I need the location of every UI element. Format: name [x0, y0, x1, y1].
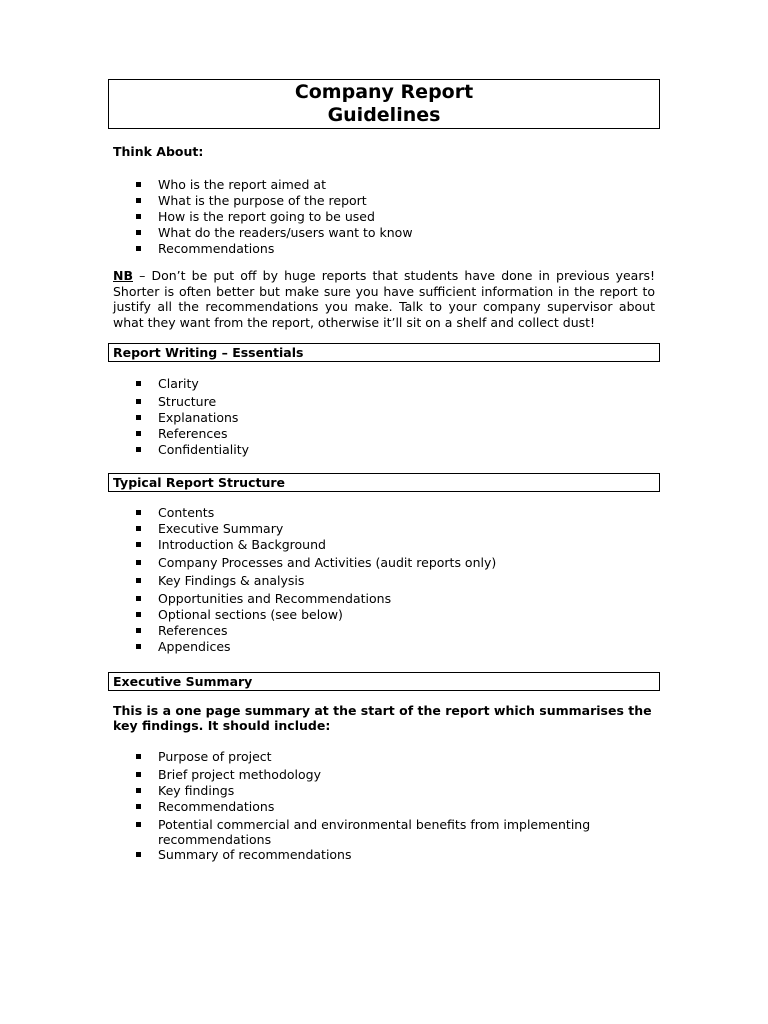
list-item: [130, 177, 413, 193]
list-item-text: Explanations: [158, 410, 239, 425]
bullet-icon: [136, 560, 141, 565]
list-item-text: Executive Summary: [158, 521, 284, 536]
list-item-text: How is the report going to be used: [158, 209, 375, 224]
list-item-text: Who is the report aimed at: [158, 177, 326, 192]
bullet-icon: [136, 214, 141, 219]
think-about-heading: Think About:: [113, 144, 204, 159]
list-item-text: What do the readers/users want to know: [158, 225, 413, 240]
list-item-text: References: [158, 426, 228, 441]
bullet-icon: [136, 644, 141, 649]
bullet-icon: [136, 822, 141, 827]
bullet-icon: [136, 852, 141, 857]
list-item: [130, 749, 618, 765]
bullet-icon: [136, 182, 141, 187]
bullet-icon: [136, 612, 141, 617]
list-item-text: References: [158, 623, 228, 638]
list-item: [130, 376, 249, 392]
list-item-text: Optional sections (see below): [158, 607, 343, 622]
list-item: [130, 442, 249, 458]
executive-intro: This is a one page summary at the start of the report which summarises the key findings. It should include:: [113, 703, 652, 733]
nb-label: NB: [113, 268, 133, 283]
list-item-text: Opportunities and Recommendations: [158, 591, 392, 606]
list-item: [130, 607, 496, 623]
list-item: [130, 537, 496, 553]
bullet-icon: [136, 415, 141, 420]
list-item-text: Key findings: [158, 783, 235, 798]
nb-paragraph: [113, 268, 655, 330]
list-item: [130, 193, 413, 209]
list-item-text: Introduction & Background: [158, 537, 326, 552]
list-item-text: Structure: [158, 394, 217, 409]
executive-heading: Executive Summary: [108, 672, 660, 691]
nb-text: – Don’t be put off by huge reports that students have done in previous years! Shorter is often better but make sure you have sufficient information in the report to justify all the recommendations you make. Talk to your company supervisor about what they want from the report, otherwise it’ll sit on a shelf and collect dust!: [113, 268, 655, 330]
bullet-icon: [136, 754, 141, 759]
list-item: [130, 394, 249, 410]
title-line-2: Guidelines: [327, 104, 441, 126]
list-item-text: Appendices: [158, 639, 231, 654]
list-item-text: Purpose of project: [158, 749, 272, 764]
list-item: [130, 505, 496, 521]
list-item: [130, 767, 618, 783]
structure-heading: Typical Report Structure: [108, 473, 660, 492]
list-item: [130, 209, 413, 225]
list-item: [130, 521, 496, 537]
list-item-text: Recommendations: [158, 799, 275, 814]
bullet-icon: [136, 510, 141, 515]
list-item: [130, 591, 496, 607]
list-item-text: Summary of recommendations: [158, 847, 352, 862]
list-item-text: Brief project methodology: [158, 767, 321, 782]
bullet-icon: [136, 804, 141, 809]
bullet-icon: [136, 431, 141, 436]
title-line-1: Company Report: [294, 81, 474, 103]
list-item-text: Company Processes and Activities (audit reports only): [158, 555, 497, 570]
list-item-text: Key Findings & analysis: [158, 573, 305, 588]
bullet-icon: [136, 381, 141, 386]
bullet-icon: [136, 788, 141, 793]
think-about-list: [130, 177, 413, 257]
list-item: [130, 555, 496, 571]
bullet-icon: [136, 230, 141, 235]
bullet-icon: [136, 772, 141, 777]
list-item: [130, 817, 618, 847]
bullet-icon: [136, 578, 141, 583]
list-item: [130, 847, 618, 863]
bullet-icon: [136, 399, 141, 404]
list-item: [130, 426, 249, 442]
list-item: [130, 241, 413, 257]
list-item-text: Confidentiality: [158, 442, 249, 457]
list-item-text: Recommendations: [158, 241, 275, 256]
executive-list: [130, 749, 618, 863]
structure-list: [130, 505, 496, 655]
list-item-text: Contents: [158, 505, 215, 520]
list-item: [130, 410, 249, 426]
list-item: [130, 573, 496, 589]
bullet-icon: [136, 628, 141, 633]
essentials-heading: Report Writing – Essentials: [108, 343, 660, 362]
list-item-text: Potential commercial and environmental benefits from implementing recommendations: [158, 817, 591, 847]
bullet-icon: [136, 246, 141, 251]
list-item: [130, 639, 496, 655]
list-item-text: Clarity: [158, 376, 199, 391]
bullet-icon: [136, 198, 141, 203]
essentials-list: [130, 376, 249, 458]
title-box: [108, 79, 660, 129]
bullet-icon: [136, 447, 141, 452]
bullet-icon: [136, 526, 141, 531]
list-item: [130, 783, 618, 799]
list-item: [130, 799, 618, 815]
list-item-text: What is the purpose of the report: [158, 193, 367, 208]
bullet-icon: [136, 542, 141, 547]
list-item: [130, 225, 413, 241]
bullet-icon: [136, 596, 141, 601]
list-item: [130, 623, 496, 639]
